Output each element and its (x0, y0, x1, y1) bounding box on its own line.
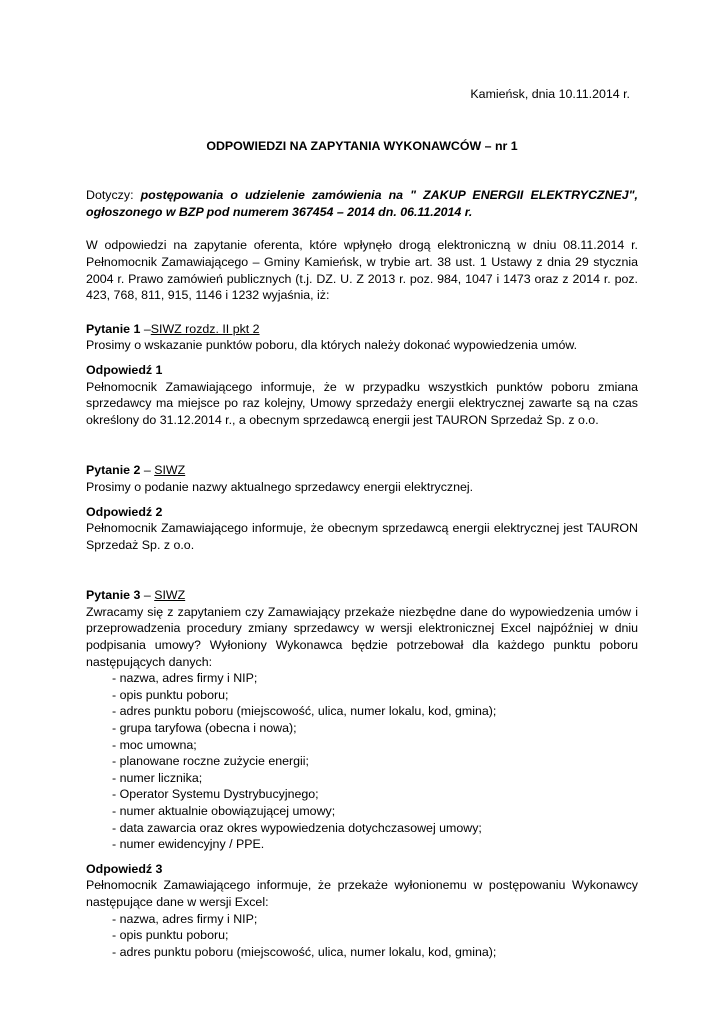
list-item: - adres punktu poboru (miejscowość, ulica, numer lokalu, kod, gmina); (112, 944, 638, 961)
answer-1 (86, 362, 638, 428)
question-1-text: Prosimy o wskazanie punktów poboru, dla których należy dokonać wypowiedzenia umów. (86, 338, 578, 353)
answer-3-label: Odpowiedź 3 (86, 861, 163, 876)
question-3-heading (86, 587, 638, 604)
question-1-ref: SIWZ rozdz. II pkt 2 (150, 321, 260, 336)
question-1-label: Pytanie 1 (86, 321, 141, 336)
question-2-text: Prosimy o podanie nazwy aktualnego sprzedawcy energii elektrycznej. (86, 479, 474, 494)
list-item: - numer ewidencyjny / PPE. (112, 836, 638, 853)
list-item: - moc umowna; (112, 737, 638, 754)
question-3-text: Zwracamy się z zapytaniem czy Zamawiający przekaże niezbędne dane do wypowiedzenia umów i przeprowadzenia procedury zmiany sprzedawcy w wersji elektronicznej Excel najpóźniej w dniu podpisania umowy? Wyłoniony Wykonawca będzie potrzebował dla każdego punktu poboru następujących danych: (86, 604, 638, 669)
question-2-ref: SIWZ (154, 463, 186, 478)
list-item: - grupa taryfowa (obecna i nowa); (112, 720, 638, 737)
question-1-heading (86, 321, 638, 338)
question-3-label: Pytanie 3 (86, 588, 141, 603)
date-line: Kamieńsk, dnia 10.11.2014 r. (470, 87, 630, 101)
list-item: - data zawarcia oraz okres wypowiedzenia dotychczasowej umowy; (112, 820, 638, 837)
list-item: - numer aktualnie obowiązującej umowy; (112, 803, 638, 820)
subject-text: postępowania o udzielenie zamówienia na " ZAKUP ENERGII ELEKTRYCZNEJ", ogłoszonego w BZP pod numerem 367454 – 2014 dn. 06.11.2014 r. (86, 188, 639, 219)
question-2-separator: – (140, 463, 155, 478)
answer-1-text: Pełnomocnik Zamawiającego informuje, że w przypadku wszystkich punktów poboru zmiana sprzedawcy ma miejsce po raz kolejny, Umowy sprzedaży energii elektrycznej zawarte są na czas określony do 31.12.2014 r., a obecnym sprzedawcą energii jest TAURON Sprzedaż Sp. z o.o. (86, 379, 638, 427)
question-3-ref: SIWZ (154, 588, 186, 603)
list-item: - opis punktu poboru; (112, 687, 638, 704)
question-3-separator: – (140, 588, 155, 603)
answer-3-text: Pełnomocnik Zamawiającego informuje, że przekaże wyłonionemu w postępowaniu Wykonawcy następujące dane w wersji Excel: (86, 878, 638, 909)
list-item: - adres punktu poboru (miejscowość, ulica, numer lokalu, kod, gmina); (112, 703, 638, 720)
intro-paragraph: W odpowiedzi na zapytanie oferenta, które wpłynęło drogą elektroniczną w dniu 08.11.2014 r. Pełnomocnik Zamawiającego – Gminy Kamieńsk, w trybie art. 38 ust. 1 Ustawy z dnia 29 stycznia 2004 r. Prawo zamówień publicznych (t.j. DZ. U. Z 2013 r. poz. 984, 1047 i 1473 oraz z 2014 r. poz. 423, 768, 811, 915, 1146 i 1232 wyjaśnia, iż: (86, 238, 638, 303)
question-3-list (86, 670, 638, 853)
question-1-separator: – (140, 321, 151, 336)
list-item: - opis punktu poboru; (112, 927, 638, 944)
answer-3 (86, 861, 638, 961)
subject-prefix: Dotyczy: (86, 188, 141, 203)
answer-3-list (86, 911, 638, 961)
list-item: - Operator Systemu Dystrybucyjnego; (112, 786, 638, 803)
question-2-label: Pytanie 2 (86, 463, 141, 478)
question-2-heading (86, 462, 638, 479)
question-3 (86, 587, 638, 853)
list-item: - nazwa, adres firmy i NIP; (112, 670, 638, 687)
answer-2 (86, 504, 638, 554)
question-2 (86, 462, 638, 495)
list-item: - planowane roczne zużycie energii; (112, 753, 638, 770)
list-item: - nazwa, adres firmy i NIP; (112, 911, 638, 928)
document-title: ODPOWIEDZI NA ZAPYTANIA WYKONAWCÓW – nr 1 (206, 138, 518, 153)
document-page (86, 86, 638, 960)
list-item: - numer licznika; (112, 770, 638, 787)
question-1 (86, 321, 638, 354)
answer-1-label: Odpowiedź 1 (86, 362, 163, 377)
answer-2-text: Pełnomocnik Zamawiającego informuje, że obecnym sprzedawcą energii elektrycznej jest TAURON Sprzedaż Sp. z o.o. (86, 521, 638, 552)
answer-2-label: Odpowiedź 2 (86, 504, 163, 519)
subject-paragraph (86, 187, 638, 220)
